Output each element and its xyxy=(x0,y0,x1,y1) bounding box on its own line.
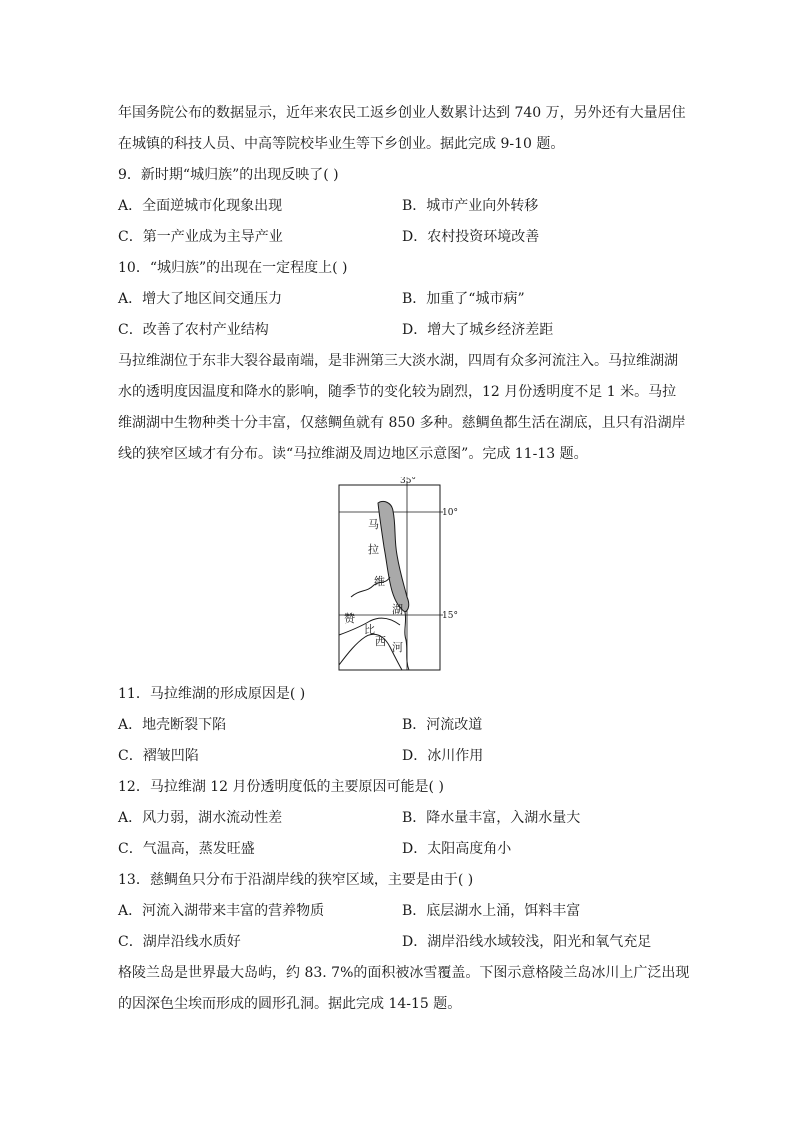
passage-greenland-line-2: 的因深色尘埃而形成的圆形孔洞。据此完成 14-15 题。 xyxy=(118,996,462,1012)
question-13-option-d[interactable]: D．湖岸沿线水域较浅，阳光和氧气充足 xyxy=(402,934,652,950)
question-12-option-d[interactable]: D．太阳高度角小 xyxy=(402,841,512,857)
question-10-option-b[interactable]: B．加重了“城市病” xyxy=(402,291,525,307)
question-11-option-a[interactable]: A．地壳断裂下陷 xyxy=(118,717,227,733)
question-9-option-c[interactable]: C．第一产业成为主导产业 xyxy=(118,229,283,245)
latitude-label-10: 10° xyxy=(442,508,458,518)
question-12-option-a[interactable]: A．风力弱，湖水流动性差 xyxy=(118,810,283,826)
question-13-option-c[interactable]: C．湖岸沿线水质好 xyxy=(118,934,241,950)
question-12-option-b[interactable]: B．降水量丰富，入湖水量大 xyxy=(402,810,581,826)
question-9-option-a[interactable]: A．全面逆城市化现象出现 xyxy=(118,198,283,214)
passage-malawi-line-1: 马拉维湖位于东非大裂谷最南端，是非洲第三大淡水湖，四周有众多河流注入。马拉维湖湖 xyxy=(118,353,678,369)
river-label-xi: 西 xyxy=(375,635,386,648)
question-11-option-d[interactable]: D．冰川作用 xyxy=(402,748,484,764)
longitude-label-35: 35° xyxy=(400,477,416,486)
question-9-option-d[interactable]: D．农村投资环境改善 xyxy=(402,229,540,245)
lake-label-ma: 马 xyxy=(368,518,379,531)
river-label-he: 河 xyxy=(392,641,403,654)
question-11-option-c[interactable]: C．褶皱凹陷 xyxy=(118,748,199,764)
passage-malawi-line-4: 线的狭窄区域才有分布。读“马拉维湖及周边地区示意图”。完成 11-13 题。 xyxy=(118,446,588,462)
river-label-bi: 比 xyxy=(364,623,375,636)
question-13-option-b[interactable]: B．底层湖水上涌，饵料丰富 xyxy=(402,903,581,919)
question-9-stem: 9．新时期“城归族”的出现反映了( ) xyxy=(118,167,339,183)
question-12-stem: 12．马拉维湖 12 月份透明度低的主要原因可能是( ) xyxy=(118,779,444,795)
question-13-stem: 13．慈鲷鱼只分布于沿湖岸线的狭窄区域，主要是由于( ) xyxy=(118,872,474,888)
question-13-option-a[interactable]: A．河流入湖带来丰富的营养物质 xyxy=(118,903,325,919)
passage-greenland-line-1: 格陵兰岛是世界最大岛屿，约 83. 7%的面积被冰雪覆盖。下图示意格陵兰岛冰川上广泛出现 xyxy=(118,965,690,981)
lake-label-la: 拉 xyxy=(368,543,379,556)
passage-malawi-line-2: 水的透明度因温度和降水的影响，随季节的变化较为剧烈，12 月份透明度不足 1 米。马拉 xyxy=(118,384,677,400)
passage-malawi-line-3: 维湖湖中生物种类十分丰富，仅慈鲷鱼就有 850 多种。慈鲷鱼都生活在湖底，且只有沿湖岸 xyxy=(118,415,686,431)
lake-label-wei: 维 xyxy=(374,575,385,588)
question-11-stem: 11．马拉维湖的形成原因是( ) xyxy=(118,686,306,702)
question-10-option-a[interactable]: A．增大了地区间交通压力 xyxy=(118,291,283,307)
lake-malawi-shape xyxy=(378,501,409,612)
latitude-label-15: 15° xyxy=(442,611,458,621)
question-9-option-b[interactable]: B．城市产业向外转移 xyxy=(402,198,539,214)
passage-intro-line-1: 年国务院公布的数据显示，近年来农民工返乡创业人数累计达到 740 万，另外还有大量居住 xyxy=(118,105,686,121)
question-10-option-c[interactable]: C．改善了农村产业结构 xyxy=(118,322,269,338)
passage-intro-line-2: 在城镇的科技人员、中高等院校毕业生等下乡创业。据此完成 9-10 题。 xyxy=(118,136,565,152)
question-10-stem: 10．“城归族”的出现在一定程度上( ) xyxy=(118,260,348,276)
river-label-zan: 赞 xyxy=(344,612,355,625)
lake-label-hu: 湖 xyxy=(392,603,403,616)
question-10-option-d[interactable]: D．增大了城乡经济差距 xyxy=(402,322,554,338)
malawi-lake-map xyxy=(330,477,460,673)
question-12-option-c[interactable]: C．气温高，蒸发旺盛 xyxy=(118,841,255,857)
question-11-option-b[interactable]: B．河流改道 xyxy=(402,717,483,733)
